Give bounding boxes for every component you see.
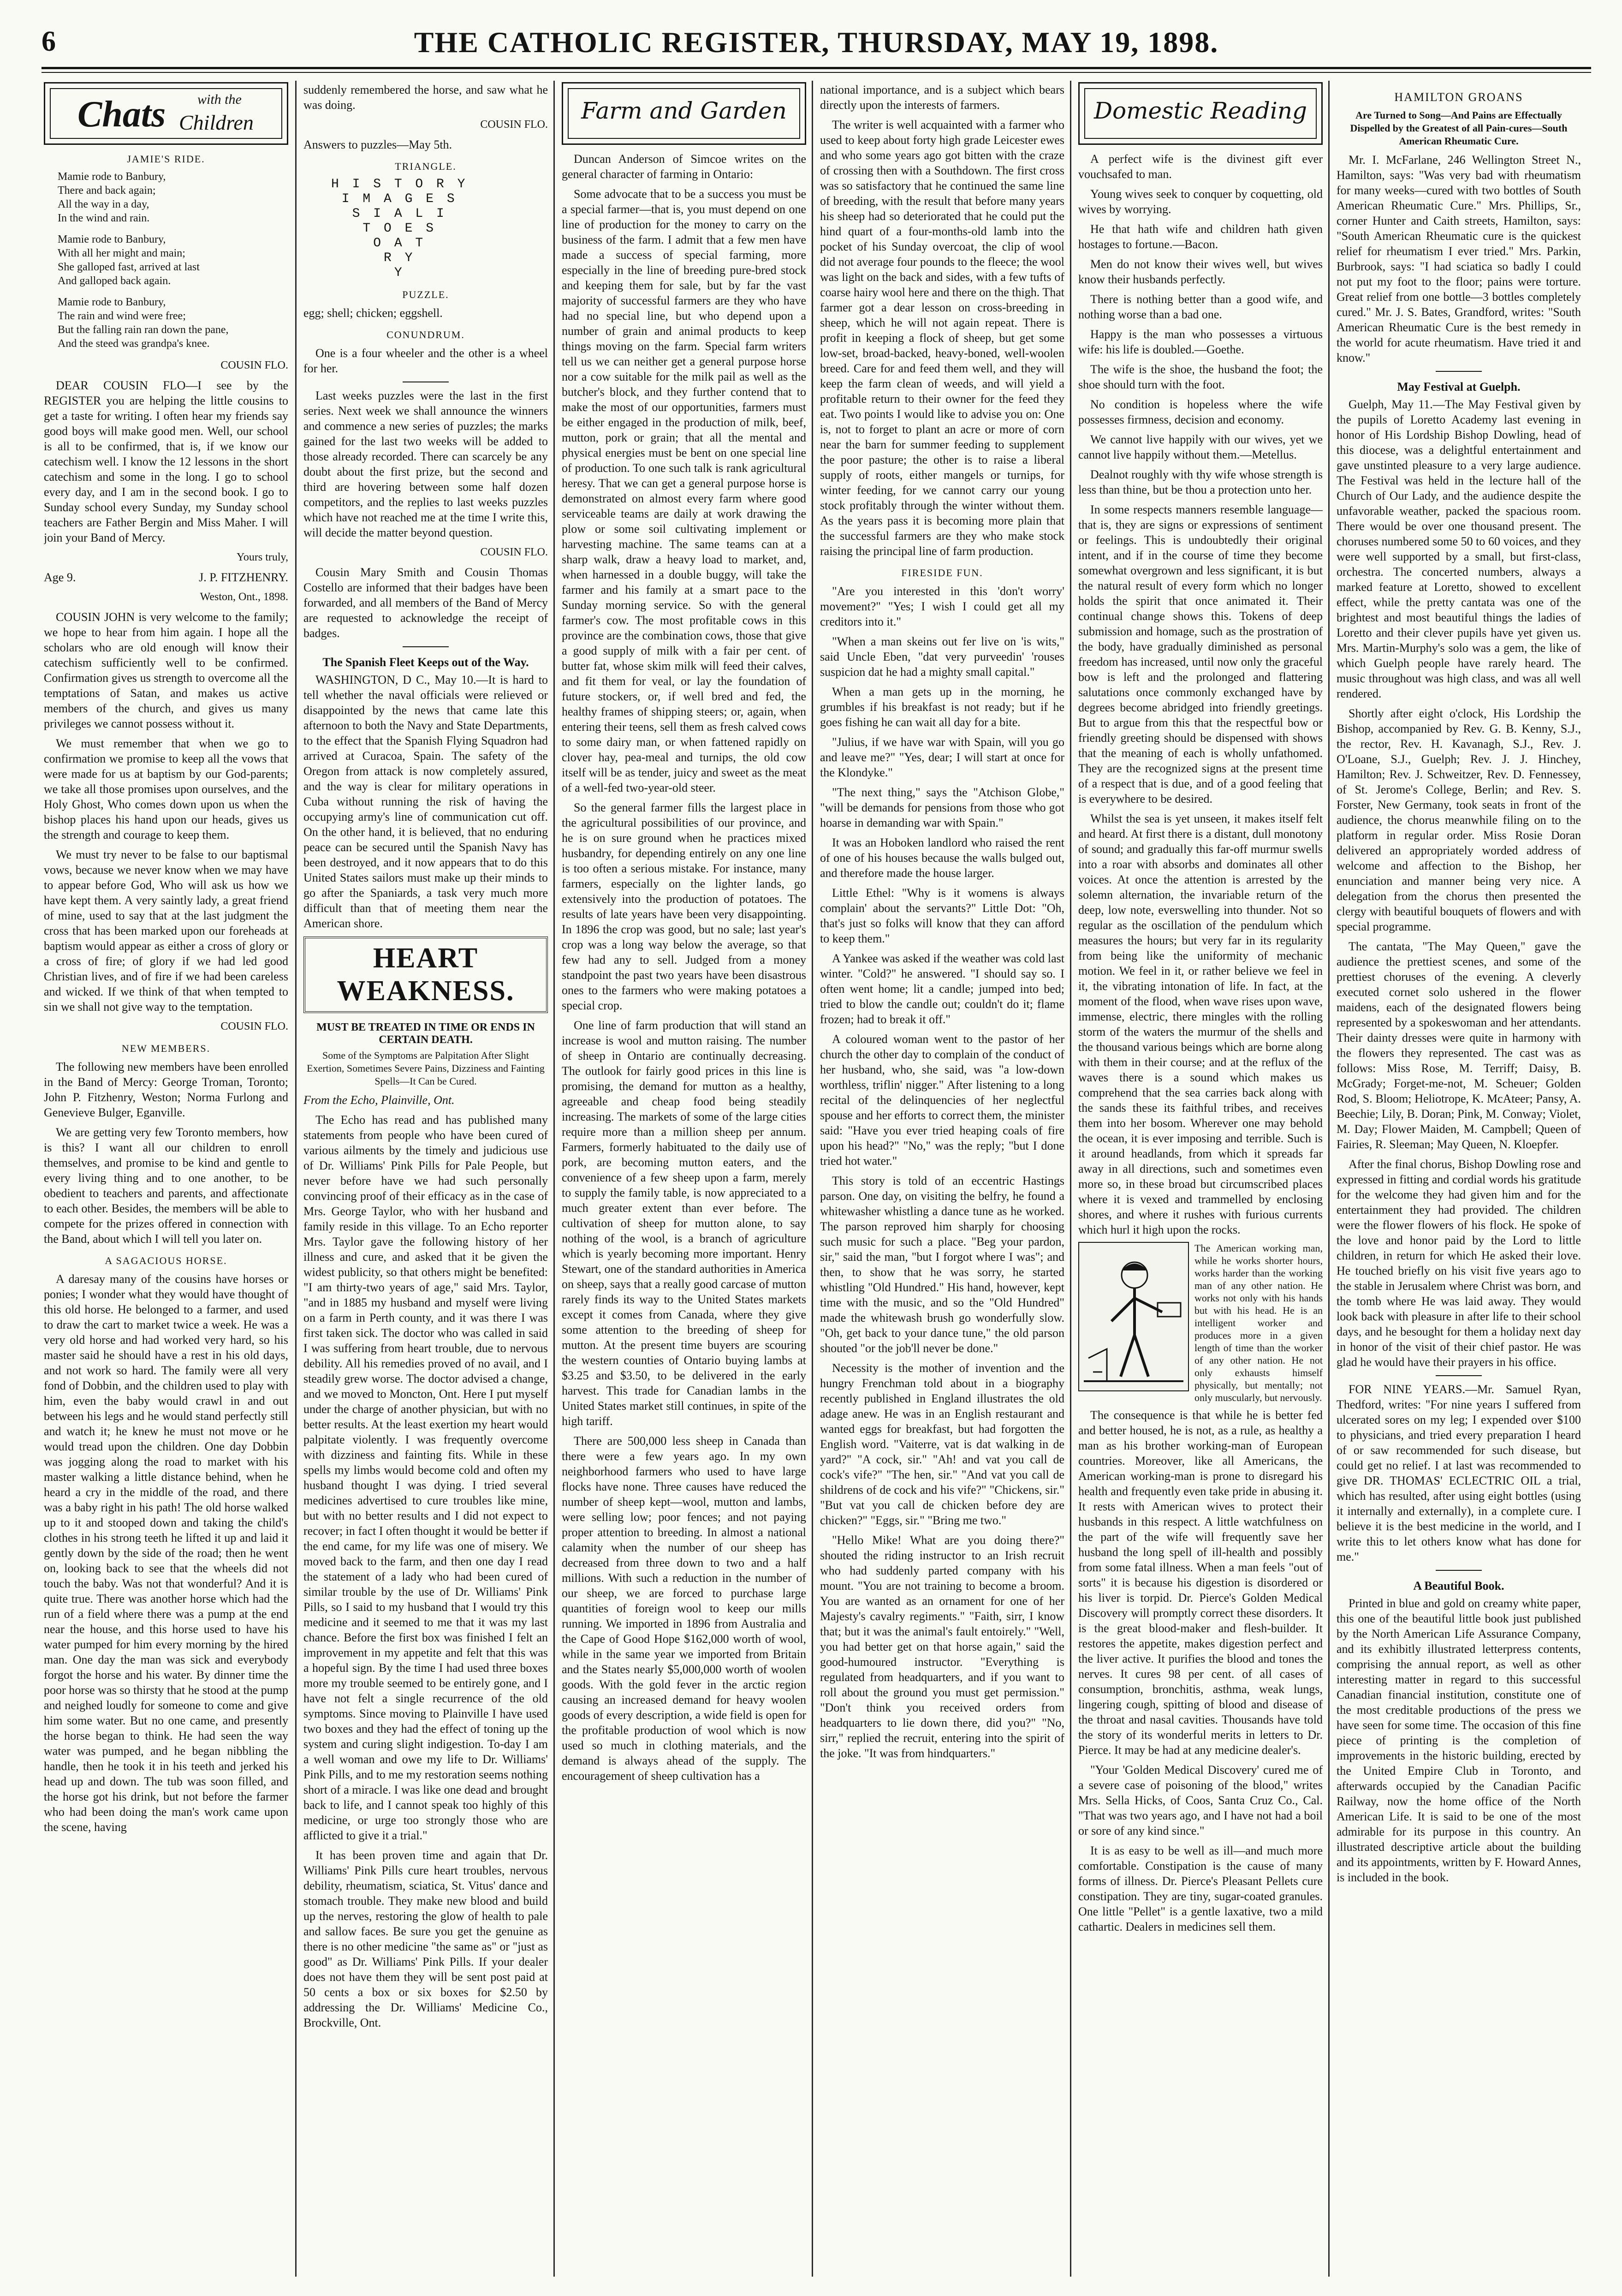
members-paragraph: The following new members have been enrolled in the Band of Mercy: George Troman, Toronto; John P. Fitzhenry, Weston; Norma Furlong and Genevieve Bulger, Eganville.	[44, 1060, 288, 1119]
hamilton-ad-subheading: Are Turned to Song—And Pains are Effectually Dispelled by the Greatest of all Pain-cures—South American Rheumatic Cure.	[1350, 109, 1568, 147]
column-1	[44, 82, 288, 2276]
nine-years-ad: FOR NINE YEARS.—Mr. Samuel Ryan, Thedford, writes: "For nine years I suffered from ulcerated sores on my leg; I expended over $100 to physicians, and tried every preparation I heard of or saw recommended for such disease, but could get no relief. I at last was recommended to give DR. THOMAS' ECLECTRIC OIL a trial, which has resulted, after using eight bottles (using it internally and externally), in a complete cure. I believe it is the best medicine in the world, and I write this to let others know what has done for me."	[1337, 1383, 1581, 1563]
newspaper-title: THE CATHOLIC REGISTER, THURSDAY, MAY 19, 1898.	[414, 26, 1219, 59]
hamilton-ad-body: Mr. I. McFarlane, 246 Wellington Street N., Hamilton, says: "Was very bad with rheumatism for many weeks—cured with two bottles of South American Rheumatic Cure." Mrs. Phillips, Sr., corner Hunter and Caith streets, Hamilton, says: "South American Rheumatic cure is the quickest relief for rheumatism I ever tried." Mrs. Parkin, Burbrook, says: "I had sciatica so badly I could not put my foot to the floor; pains were torture. Great relief from one bottle—3 bottles completely cured." Mr. J. S. Bates, Grandford, writes: "South American Rheumatic Cure is the best remedy in the world for acute rheumatism. Have tried it and know."	[1337, 153, 1581, 364]
poem-stanza: Mamie rode to Banbury, The rain and wind were free; But the falling rain ran down the pane, And the steed was grandpa's knee.	[58, 296, 229, 350]
ad-testimonial: "Your 'Golden Medical Discovery' cured me of a severe case of poisoning of the blood," writes Mrs. Sella Hicks, of Coos, Santa Cruz Co., Cal. "That was two years ago, and I have not had a boil or sore of any kind since."	[1078, 1763, 1323, 1837]
badges-notice: Cousin Mary Smith and Cousin Thomas Costello are informed that their badges have been forwarded, and all members of the Band of Mercy are requested to acknowledge the receipt of badges.	[303, 566, 548, 640]
masthead	[42, 25, 1591, 62]
column-5	[1078, 82, 1323, 2276]
reply-paragraph: We must try never to be false to our baptismal vows, because we never know when we may have to appear before God, Who will ask us how we have kept them. A very saintly lady, a great friend of mine, used to say that at the last judgment the cross that has been marked upon our foreheads at baptism would appear as either a cross of glory or a cross of fire; of glory if we had led good Christian lives, and of fire if we had been careless and wicked. If we think of that when tempted to sin we shall not give way to the temptation.	[44, 848, 288, 1014]
joke: "Julius, if we have war with Spain, will you go and leave me?" "Yes, dear; I will start at once for the Klondyke."	[820, 735, 1064, 779]
essay-paragraph: In some respects manners resemble language—that is, they are signs or expressions of sentiment or feelings. This is undoubtedly their original intent, and if in the course of time they become somewhat overgrown and less significant, it is but the natural result of every form which no longer holds the spirit that once animated it. Their continual change shows this. Tokens of deep submission and homage, such as the prostration of the body, have gradually diminished as personal freedom has increased, until now only the graceful bow is left and the prolonged and flattering salutations once commonly exchanged have by degrees become abridged into friendly greetings. But to argue from this that the respectful bow or friendly greeting should be dispensed with shows that the meaning of each is wholly unfathomed. They are the recognized signs at the present time of a respect that is due, and of a good feeling that is everywhere to be desired.	[1078, 503, 1323, 805]
fleet-article: WASHINGTON, D C., May 10.—It is hard to tell whether the naval officials were relieved or disappointed by the news that came late this afternoon to both the Navy and State Departments, to the effect that the Spanish Flying Squadron had arrived at Curacoa, Spain. The safety of the Oregon from attack is now completely assured, and the way is clear for military operations in Cuba without running the risk of having the occupying army's line of communication cut off. On the other hand, it is believed, that no enduring peace can be secured until the Spanish Navy has been destroyed, and it now appears that to do this United States sailors must make up their minds to go after the Spaniards, a task very much more difficult than that of meeting them near the American shore.	[303, 673, 548, 930]
joke: "Are you interested in this 'don't worry' movement?" "Yes; I wish I could get all my creditors into it."	[820, 584, 1064, 628]
story-continuation: suddenly remembered the horse, and saw what he was doing.	[303, 83, 548, 112]
farm-garden-header	[562, 82, 806, 145]
domestic-reading-title: Domestic Reading	[1093, 97, 1307, 124]
ad-symptoms: Some of the Symptoms are Palpitation After Slight Exertion, Sometimes Severe Pains, Dizziness and Fainting Spells—It Can be Cured.	[307, 1050, 545, 1087]
maxim: He that hath wife and children hath given hostages to fortune.—Bacon.	[1078, 222, 1323, 251]
maxim: Men do not know their wives well, but wives know their husbands perfectly.	[1078, 257, 1323, 286]
poem-signature: COUSIN FLO.	[220, 359, 288, 371]
domestic-reading-header	[1078, 82, 1323, 145]
masthead-rule-thick	[42, 67, 1591, 69]
joke: Little Ethel: "Why is it womens is always complain' about the servants?" Little Dot: "Oh, that's just so folks will know that they can afford to keep them."	[820, 886, 1064, 945]
column-6	[1337, 82, 1581, 2276]
horse-heading: A SAGACIOUS HORSE.	[105, 1255, 227, 1266]
fireside-fun-heading: FIRESIDE FUN.	[901, 567, 983, 578]
members-paragraph: We are getting very few Toronto members, how is this? I want all our children to enroll themselves, and promise to be kind and gentle to every living thing and to one another, to be obedient to teachers and parents, and affectionate to each other. Besides, the members will be able to compete for the prizes offered in connection with the Band, about which I will tell you later on.	[44, 1126, 288, 1246]
separator	[1436, 371, 1482, 372]
column-divider	[1328, 81, 1330, 2277]
ad-paragraph: It is as easy to be well as ill—and much more comfortable. Constipation is the cause of many forms of illness. Dr. Pierce's Pleasant Pellets cure constipation. They are tiny, sugar-coated granules. One little "Pellet" is a gentle laxative, two a mild cathartic. Dealers in medicines sell them.	[1078, 1844, 1323, 1933]
new-members-heading: NEW MEMBERS.	[121, 1043, 211, 1054]
header-children-word: Children	[179, 111, 254, 134]
ad-body: The Echo has read and has published many statements from people who have been cured of various ailments by the timely and judicious use of Dr. Williams' Pink Pills for Pale People, but never before have we had such personally convincing proof of their efficacy as in the case of Mrs. George Taylor, who with her husband and family reside in this village. To an Echo reporter Mrs. Taylor gave the following history of her illness and cure, and asked that it be given the widest publicity, so that others might be benefited: "I am thirty-two years of age," said Mrs. Taylor, "and in 1885 my husband and myself were living on a farm in Perth county, and it was there I was first taken sick. The doctor who was called in said I was suffering from heart trouble, due to nervous debility. All his remedies proved of no avail, and I steadily grew worse. The doctor advised a change, and we moved to Moncton, Ont. Here I put myself under the charge of another physician, but with no better results. At the least exertion my heart would palpitate violently. I was frequently overcome with dizziness and fainting fits. While in these spells my limbs would become cold and often my husband thought I was dying. I tried several medicines advertised to cure troubles like mine, but with no better results and I did not expect to recover; in fact I often thought it would be better if the end came, for my life was one of misery. We moved back to the farm, and then one day I read the statement of a lady who had been cured of similar trouble by the use of Dr. Williams' Pink Pills, so I said to my husband that I would try this medicine and it seemed to me that it was my last chance. Before the first box was finished I felt an improvement in my appetite and felt that this was a hopeful sign. By the time I had used three boxes more my trouble seemed to be entirely gone, and I have not felt a single recurrence of the old symptoms. Since moving to Plainville I have used two boxes and they had the effect of toning up the system and curing slight indigestion. To-day I am a well woman and owe my life to Dr. Williams' Pink Pills, and to me my restoration seems nothing short of a miracle. I was like one dead and brought back to life, and I cannot speak too highly of this medicine, or urge too strongly those who are afflicted to give it a trial."	[303, 1113, 548, 1842]
poem-title: JAMIE'S RIDE.	[127, 153, 205, 165]
answers-heading: Answers to puzzles—May 5th.	[303, 138, 452, 151]
poem-stanza: Mamie rode to Banbury, There and back again; All the way in a day, In the wind and rain.	[58, 171, 166, 224]
column-divider	[553, 81, 555, 2277]
column-4	[820, 82, 1064, 2276]
joke: "Hello Mike! What are you doing there?" shouted the riding instructor to an Irish recruit who had suddenly parted company with his mount. "You are not training to become a broom. You are wanted as an ornament for one of her Majesty's cavalry regiments." "Faith, sirr, I know that; but it was the animal's fault entoirely." "Well, you had better get on that horse again," said the good-humoured instructor. "Everything is regulated from headquarters, and if you want to roll about the ground you must get permission." "Don't think you received orders from headquarters to lie down there, did you?" "No, sirr," replied the recruit, entering into the spirit of the joke. "It was from hindquarters."	[820, 1533, 1064, 1760]
joke: When a man gets up in the morning, he grumbles if his breakfast is not ready; but if he goes fishing he can wait all day for a bite.	[820, 685, 1064, 729]
festival-paragraph: After the final chorus, Bishop Dowling rose and expressed in fitting and cordial words his gratitude for the welcome they had given him and for the entertainment they had provided. The children were the flower flowers of his flock. He spoke of the love and honor paid by the Lord to little children, in return for which He asked their love. He touched briefly on his visit five years ago to the stable in Jerusalem where Christ was born, and the tomb where He was laid away. They would look back with pleasure in after life to their school days, and he besought for them a holiday next day in honor of the visit of their chief pastor. He was glad he would have their prayers in his office.	[1337, 1157, 1581, 1369]
letter-body: DEAR COUSIN FLO—I see by the REGISTER you are helping the little cousins to get a taste for writing. I often hear my friends say good boys will make good men. Well, our school is all to be confirmed, that is, if we know our catechism well. I know the 12 lessons in the short catechism and some in the long. I go to school every day, and I am in the second book. I go to Sunday school every Sunday, my Sunday school teachers are Father Bergin and Miss Maher. I will join your Band of Mercy.	[44, 379, 288, 544]
letter-close: Yours truly,	[236, 551, 288, 563]
ad-source: From the Echo, Plainville, Ont.	[303, 1093, 455, 1107]
festival-paragraph: The cantata, "The May Queen," gave the audience the prettiest scenes, and some of the prettiest choruses of the evening. A cleverly executed cornet solo ushered in the flower maidens, each of the designated flowers being represented by a spokeswoman and her attendants. Their dainty dresses were quite in harmony with the flowers they represented. The cast was as follows: Miss Rose, M. Terriff; Daisy, B. McGrady; Forget-me-not, M. Scheuer; Golden Rod, S. Bloom; Heliotrope, K. McAteer; Pansy, A. Beechie; Lily, B. Doran; Pink, M. Conway; Violet, M. Day; Flower Maiden, M. Campbell; Queen of Fairies, R. Sleeman; May Queen, N. Kloepfer.	[1337, 940, 1581, 1151]
chats-with-children-header	[44, 82, 288, 145]
conundrum-label: CONUNDRUM.	[386, 329, 465, 340]
reply-paragraph: COUSIN JOHN is very welcome to the family; we hope to hear from him again. I hope all the scholars who are old enough will know their catechism sufficiently well to be confirmed. Confirmation gives us strength to overcome all the temptations of Satan, and makes us active members of the church, and gives us many privileges we cannot possess without it.	[44, 610, 288, 730]
maxim: Happy is the man who possesses a virtuous wife: his life is doubled.—Goethe.	[1078, 328, 1323, 356]
header-with-the: with the	[197, 92, 242, 107]
poem-stanza: Mamie rode to Banbury, With all her might and main; She galloped fast, arrived at last And galloped back again.	[58, 233, 200, 287]
column-divider	[1070, 81, 1071, 2277]
reply-paragraph: We must remember that when we go to confirmation we promise to keep all the vows that were made for us at baptism by our God-parents; we take all those promises upon ourselves, and the Holy Ghost, Who comes down upon us when the bishop places his hand upon our heads, gives us the strength and courage to keep them.	[44, 737, 288, 841]
farm-paragraph: Some advocate that to be a success you must be a special farmer—that is, you must depend on one line of production for the money to carry on the business of the farm. I admit that a few men have made a success of special farming, more especially in the line of breeding pure-bred stock and keeping them for sale, but by far the vast majority of successful farmers are they who have had no special line, but who depend upon a number of grain and animal products to keep things moving on the farm. Special farm writers tell us we can neither get a general purpose horse nor a cow suitable for the milk pail as well as the butcher's block, and they further contend that to make the most of our opportunities, farmers must be either engaged in the production of milk, beef, mutton, pork or grain; that all the mental and physical energies must be bent on one special line of production. To one such talk is rank agricultural heresy. That we can get a general purpose horse is demonstrated on almost every farm where good serviceable teams are daily at work drawing the plow or some soil cultivating implement or harvesting machine. The same teams can at a sharp walk, draw a heavy load to market, and, when harnessed in a double buggy, will take the farmer and his family at a smart pace to the Sunday morning service. So with the general farmer's cow. The most profitable cows in this province are the combination cows, those that give a good supply of milk with a fair per cent. of butter fat, whose skim milk will feed their calves, and fit them for veal, or lay the foundation of future stockers, or, if well bred and fed, the healthy frames of shipping steers; or, again, when entering their teens, sell them as fresh calved cows to some dairy man, or when fattened rapidly on clover hay, pea-meal and turnips, the old cow itself will be as tender, juicy and sweet as the meat of a well-fed two-year-old steer.	[562, 187, 806, 794]
separator	[1436, 1375, 1482, 1376]
farm-paragraph: Duncan Anderson of Simcoe writes on the general character of farming in Ontario:	[562, 152, 806, 181]
farm-garden-title: Farm and Garden	[581, 97, 787, 124]
page-number: 6	[42, 26, 56, 57]
joke: A Yankee was asked if the weather was cold last winter. "Cold?" he answered. "I should say so. I often went home; lit a candle; jumped into bed; tried to blow the candle out; couldn't do it; flame frozen; had to break it off."	[820, 952, 1064, 1026]
header-chats-word: Chats	[77, 94, 166, 135]
fleet-headline: The Spanish Fleet Keeps out of the Way.	[322, 656, 529, 669]
puzzle-answer: egg; shell; chicken; eggshell.	[303, 306, 443, 320]
farm-paragraph: The writer is well acquainted with a farmer who used to keep about forty high grade Leicester ewes and who some years ago got bitten with the craze of crossing then with a Southdown. The first cross was so satisfactory that he continued the same line of breeding, with the result that before many years his sheep had so deteriorated that he could put the hind quart of a four-months-old lamb into the pocket of his Sunday overcoat, the clip of wool did not average four pounds to the fleece; the wool was light on the back and sides, with a few tufts of coarse hairy wool here and there on the thigh. That farmer got a dear lesson on cross-breeding in sheep, which he will not again repeat. There is profit in keeping a flock of sheep, but get some low-set, broad-backed, heavy-boned, well-woolen breed. Care for and feed them well, and they will keep the farm clean of weeds, and will yield a profitable return to their owner for the feed they eat. Two points I would like to advise you on: One is, not to forget to plant an acre or more of corn near the barn for summer feeding to supplement the poor pasture; the other is to raise a liberal supply of roots, either mangels or turnips, for winter feeding, for we cannot carry our young stock profitably through the winter without them. As the years pass it is becoming more plain that the successful farmers are they who make stock raising the principal line of farm production.	[820, 118, 1064, 558]
puzzles-signature: COUSIN FLO.	[480, 546, 548, 558]
festival-paragraph: Shortly after eight o'clock, His Lordship the Bishop, accompanied by Rev. G. B. Kenny, S.J., the rector, Rev. H. Kavanagh, S.J., Rev. J. O'Loane, S.J., Guelph; Rev. J. J. Hinchey, Hamilton; Rev. J. Schweitzer, Rev. D. Fennessey, of St. Jerome's College, Berlin; and Rev. S. Forster, New Germany, took seats in front of the audience, the chorus meanwhile filing on to the platform in regular order. Miss Rosie Doran delivered an appropriately worded address of welcome and affection to the Bishop, her enunciation and manner being very nice. A delegation from the chorus then presented the clergy with beautiful bouquets of flowers and with special programme.	[1337, 707, 1581, 933]
column-divider	[295, 81, 297, 2277]
maxim: The wife is the shoe, the husband the foot; the shoe should turn with the foot.	[1078, 363, 1323, 391]
workingman-illustration	[1078, 1242, 1189, 1391]
letter-place: Weston, Ont., 1898.	[200, 591, 288, 603]
ad-paragraph: The consequence is that while he is better fed and better housed, he is not, as a rule, as healthy a man as his brother working-man of European countries. Moreover, like all Americans, the American working-man is prone to disregard his health and frequently even take pride in abusing it. It rests with American wives to protect their husbands in this respect. A little watchfulness on the part of the wife will frequently save her husband the long spell of ill-health and possibly from some fatal illness. When a man feels "out of sorts" it is because his digestion is disordered or his liver is torpid. Dr. Pierce's Golden Medical Discovery will promptly correct these disorders. It is the great blood-maker and flesh-builder. It restores the appetite, makes digestion perfect and the liver active. It purifies the blood and tones the nerves. It cures 98 per cent. of all cases of consumption, bronchitis, asthma, weak lungs, lingering cough, spitting of blood and disease of the throat and nasal cavities. Thousands have told the story of its wonderful merits in letters to Dr. Pierce. It may be had at any medicine dealer's.	[1078, 1408, 1323, 1757]
joke: "When a man skeins out fer live on 'is wits," said Uncle Eben, "dat very purveedin' 'rouses suspicion dat he had a mighty small capital."	[820, 635, 1064, 679]
ad-paragraph: The American working man, while he works shorter hours, works harder than the working man of any other nation. He works not only with his hands but with his head. He is an intelligent worker and produces more in a given length of time than the worker of any other nation. He not only exhausts himself physically, but mentally; not only muscularly, but nervously.	[1194, 1242, 1323, 1403]
maxim: A perfect wife is the divinest gift ever vouchsafed to man.	[1078, 152, 1323, 181]
column-2	[303, 82, 548, 2276]
puzzle-label: PUZZLE.	[402, 289, 449, 300]
story-signature: COUSIN FLO.	[480, 119, 548, 131]
farm-paragraph: There are 500,000 less sheep in Canada than there were a few years ago. In my own neighborhood farmers who used to have large flocks have none. Three causes have reduced the number of sheep kept—wool, mutton and lambs, were selling low; poor fences; and not paying proper attention to breeding. In almost a national calamity when the number of our sheep has decreased from three down to two and a half millions. With such a reduction in the number of our sheep, we are forced to purchase large quantities of foreign wool to keep our mills running. We imported in 1896 from Australia and the Cape of Good Hope $162,000 worth of wool, while in the same year we imported from Britain and the States nearly $5,000,000 worth of woolen goods. With the gold fever in the arctic region causing an increased demand for heavy woolen goods of every description, a wide field is open for the profitable production of wool which is now used so much in clothing materials, and the demand is always ahead of the supply. The encouragement of sheep cultivation has a	[562, 1434, 806, 1783]
farm-paragraph: One line of farm production that will stand an increase is wool and mutton raising. The number of sheep in Ontario are continually decreasing. The outlook for fairly good prices in this line is promising, the demand for mutton as a healthy, agreeable and cheap food being steadily increasing. The markets of some of the large cities require more than a million sheep per annum. Farmers, formerly habituated to the daily use of pork, are becoming mutton eaters, and the convenience of a few sheep upon a farm, merely to supply the family table, is now appreciated to a much greater extent than ever before. The cultivation of sheep for mutton alone, to say nothing of the wool, is a branch of agriculture which is yearly becoming more important. Henry Stewart, one of the standard authorities in America on sheep, says that a really good carcase of mutton rarely finds its way to the United States markets except it comes from Canada, where they give some attention to the breeding of sheep for mutton. At the present time buyers are scouring the western counties of Ontario buying lambs at $3.25 and $3.50, to be delivered in the early harvest. This trade for Canadian lambs in the United States market still continues, in spite of the high tariff.	[562, 1019, 806, 1428]
conundrum-answer: One is a four wheeler and the other is a wheel for her.	[303, 346, 548, 375]
letter-name: J. P. FITZHENRY.	[199, 571, 288, 584]
joke: "The next thing," says the "Atchison Globe," "will be demands for pensions from those who got hoarse in demanding war with Spain."	[820, 786, 1064, 829]
maxim: No condition is hopeless where the wife possesses firmness, decision and economy.	[1078, 398, 1323, 426]
farm-continuation: national importance, and is a subject which bears directly upon the interests of farmers.	[820, 83, 1064, 112]
reply-signature: COUSIN FLO.	[220, 1020, 288, 1032]
maxim: There is nothing better than a good wife, and nothing worse than a bad one.	[1078, 292, 1323, 321]
separator	[403, 646, 449, 647]
farm-paragraph: So the general farmer fills the largest place in the agricultural possibilities of our province, and he is on sure ground when he practices mixed husbandry, for depending entirely on any one line is too often a serious mistake. For instance, many farmers, especially on the lighter lands, go extensively into the production of potatoes. The results of late years have been very disappointing. In 1896 the crop was good, but no sale; last year's crop was a long way below the average, so that few had any to sell. Judged from a money standpoint the past two years have been disastrous ones to the farmers who were making potatoes a special crop.	[562, 801, 806, 1012]
heart-weakness-ad-title: HEART WEAKNESS.	[303, 936, 548, 1013]
book-headline: A Beautiful Book.	[1413, 1579, 1504, 1592]
letter-signature-line	[44, 570, 288, 585]
pierce-advertisement	[1078, 1242, 1323, 1934]
book-paragraph: Printed in blue and gold on creamy white paper, this one of the beautiful little book just published by the North American Life Assurance Company, and its exhibitly illustrated letterpress contents, comprising the annual report, as well as other interesting matter in regard to this successful Canadian financial institution, constitute one of the most creditable productions of the press we have seen for some time. The occasion of this fine piece of printing is the completion of improvements in the historic building, erected by the United Empire Club in Toronto, and afterwards occupied by the Canadian Pacific Railway, now the home office of the North American Life. It is said to be one of the most admirable for its purpose in this country. An illustrated descriptive article about the building and its appointments, written by F. Howard Annes, is included in the book.	[1337, 1597, 1581, 1884]
triangle-puzzle: H I S T O R Y I M A G E S S I A L I T O E S O A T R Y Y	[331, 177, 468, 280]
festival-paragraph: Guelph, May 11.—The May Festival given by the pupils of Loretto Academy last evening in honor of His Lordship Bishop Dowling, head of this diocese, was a delightful entertainment and gave unstinted pleasure to a very large audience. The Festival was held in the lecture hall of the Church of Our Lady, and the audience despite the unfavorable weather, packed the spacious room. There would be over one thousand present. The choruses numbered some 50 to 60 voices, and they were well supported by a small, but first-class, orchestra. The concerted numbers, always a marked feature at Loretto, showed to excellent effect, while the pretty cantata was one of the brightest and most beautiful things the ladies of Loretto and their clever pupils have yet given us. Mrs. Martin-Murphy's solo was a gem, the like of which Guelph people have rarely heard. The music throughout was high class, and was all well rendered.	[1337, 398, 1581, 700]
ad-body: It has been proven time and again that Dr. Williams' Pink Pills cure heart troubles, nervous debility, rheumatism, sciatica, St. Vitus' dance and stomach trouble. They make new blood and build up the nerves, restoring the glow of health to pale and sallow faces. Be sure you get the genuine as there is no other medicine "the same as" or "just as good" as Dr. Williams' Pink Pills. If your dealer does not have them they will be sent post paid at 50 cents a box or six boxes for $2.50 by addressing the Dr. Williams' Medicine Co., Brockville, Ont.	[303, 1849, 548, 2029]
joke: It was an Hoboken landlord who raised the rent of one of his houses because the walls bulged out, and therefore made the house larger.	[820, 836, 1064, 880]
column-3	[562, 82, 806, 2276]
horse-story: A daresay many of the cousins have horses or ponies; I wonder what they would have thought of this old horse. He belonged to a farmer, and used to draw the cart to market twice a week. He was a very old horse and had worked very hard, so his master said he should have a rest in his old days, and not work so hard. The family were all very fond of Dobbin, and the children used to play with him, even the baby would crawl in and out between his legs and he would stand perfectly still and watch it; he knew he must not move or he would tread upon the children. One day Dobbin was jogging along the road to market with his master walking a little distance behind, when he heard a cry in the middle of the road, and there was a baby right in his path! The old horse walked up to it and stooped down and taking the child's clothes in his strong teeth he lifted it up and laid it gently down by the side of the road; then he went on, looking back to see that the wheels did not touch the baby. Was not that wonderful? And it is quite true. There was another horse which had the run of a field where there was a pump at the end near the house, and this horse used to have his water pumped for him every morning by the hired man. One day the man was sick and everybody forgot the horse and his water. By dinner time the poor horse was so thirsty that he stood at the pump and neighed loudly for someone to come and give him some water. But no one came, and presently the horse began to think. He had seen the way water was pumped, and he began nibbling the handle, then he took it in his teeth and jerked his head up and down. The tub was soon filled, and the horse got his drink, but not before the farmer who had been doing the man's work came upon the scene, having	[44, 1272, 288, 1834]
puzzles-note: Last weeks puzzles were the last in the first series. Next week we shall announce the winners and commence a new series of puzzles; the marks gained for the last two weeks will be added to those already recorded. There can scarcely be any doubt about the first prize, but the second and third are hovering between some half dozen competitors, and the replies to last weeks puzzles which have not reached me at the time I write this, will decide the matter beyond question.	[303, 389, 548, 539]
maxim: We cannot live happily with our wives, yet we cannot live happily without them.—Metellus.	[1078, 433, 1323, 461]
triangle-label: TRIANGLE.	[395, 161, 457, 172]
maxim: Young wives seek to conquer by coquetting, old wives by worrying.	[1078, 187, 1323, 216]
separator	[1436, 1570, 1482, 1571]
joke: Necessity is the mother of invention and the hungry Frenchman told about in a biography recently published in England illustrates the old adage anew. He was in an English restaurant and wanted eggs for breakfast, but had forgotten the English word. "Vaiterre, vat is dat walking in de yard?" "A cock, sir." "Ah! and vat you call de cock's vife?" "The hen, sir." "And vat you call de shildrens of de cock and his vife?" "Chickens, sir." "But vat you call de chicken before dey are chicken?" "Eggs, sir." "Bring me two."	[820, 1361, 1064, 1527]
column-divider	[812, 81, 813, 2277]
letter-age: Age 9.	[44, 571, 76, 584]
hamilton-ad-heading: HAMILTON GROANS	[1394, 90, 1523, 104]
joke: This story is told of an eccentric Hastings parson. One day, on visiting the belfry, he found a whitewasher whistling a dance tune as he worked. The parson reproved him sharply for choosing such music for such a place. "Beg your pardon, sir," said the man, "but I forgot where I was"; and then, to show that he was sorry, he started whistling "Old Hundred." His hand, however, kept time with the music, and so the "Old Hundred" made the whitewash brush go wonderfully slow. "Oh, get back to your dance tune," the old parson shouted "or the job'll never be done."	[820, 1174, 1064, 1355]
festival-headline: May Festival at Guelph.	[1397, 380, 1521, 394]
joke: A coloured woman went to the pastor of her church the other day to complain of the conduct of her husband, who, she said, was "a low-down worthless, triflin' nigger." After listening to a long recital of the delinquencies of her neglectful spouse and her efforts to correct them, the minister said: "Have you ever tried heaping coals of fire upon his head?" "No," was the reply; "but I done tried hot water."	[820, 1032, 1064, 1168]
masthead-rule-thin	[42, 72, 1591, 73]
essay-paragraph: Whilst the sea is yet unseen, it makes itself felt and heard. At first there is a distant, dull monotony of sound; and gradually this far-off murmur swells into a roar with absorbs and dominates all other voices. At once the attention is arrested by the solemn alternation, the invariable return of the deep, low note, everswelling into thunder. Not so regular as the oscillation of the pendulum which measures the hours; but very far in its regularity from being like the uniformity of mechanic motion. We feel in it, or rather believe we feel in it, the vibrating intonation of life. In fact, at the moment of the flood, when wave rises upon wave, immense, electric, there mingles with the rolling storm of the waters the murmur of the shells and the thousand various beings which are borne along with them in their course; and at the reflux of the waves there is a sound which makes us comprehend that the sea carries back along with the sands these its faithful tribes, and receives them into her bosom. Wherever one may behold the ocean, it is ever imposing and terrible. Such is it around headlands, from which it spreads far away in all directions, such and sometimes even more so, in these broad but circumscribed places where it is vexed and trammelled by enclosing shores, and where it rushes with furious currents which hurl it high upon the rocks.	[1078, 812, 1323, 1236]
ad-subheading: MUST BE TREATED IN TIME OR ENDS IN CERTAIN DEATH.	[316, 1021, 535, 1046]
maxim: Dealnot roughly with thy wife whose strength is less than thine, but be thou a protection unto her.	[1078, 468, 1323, 496]
